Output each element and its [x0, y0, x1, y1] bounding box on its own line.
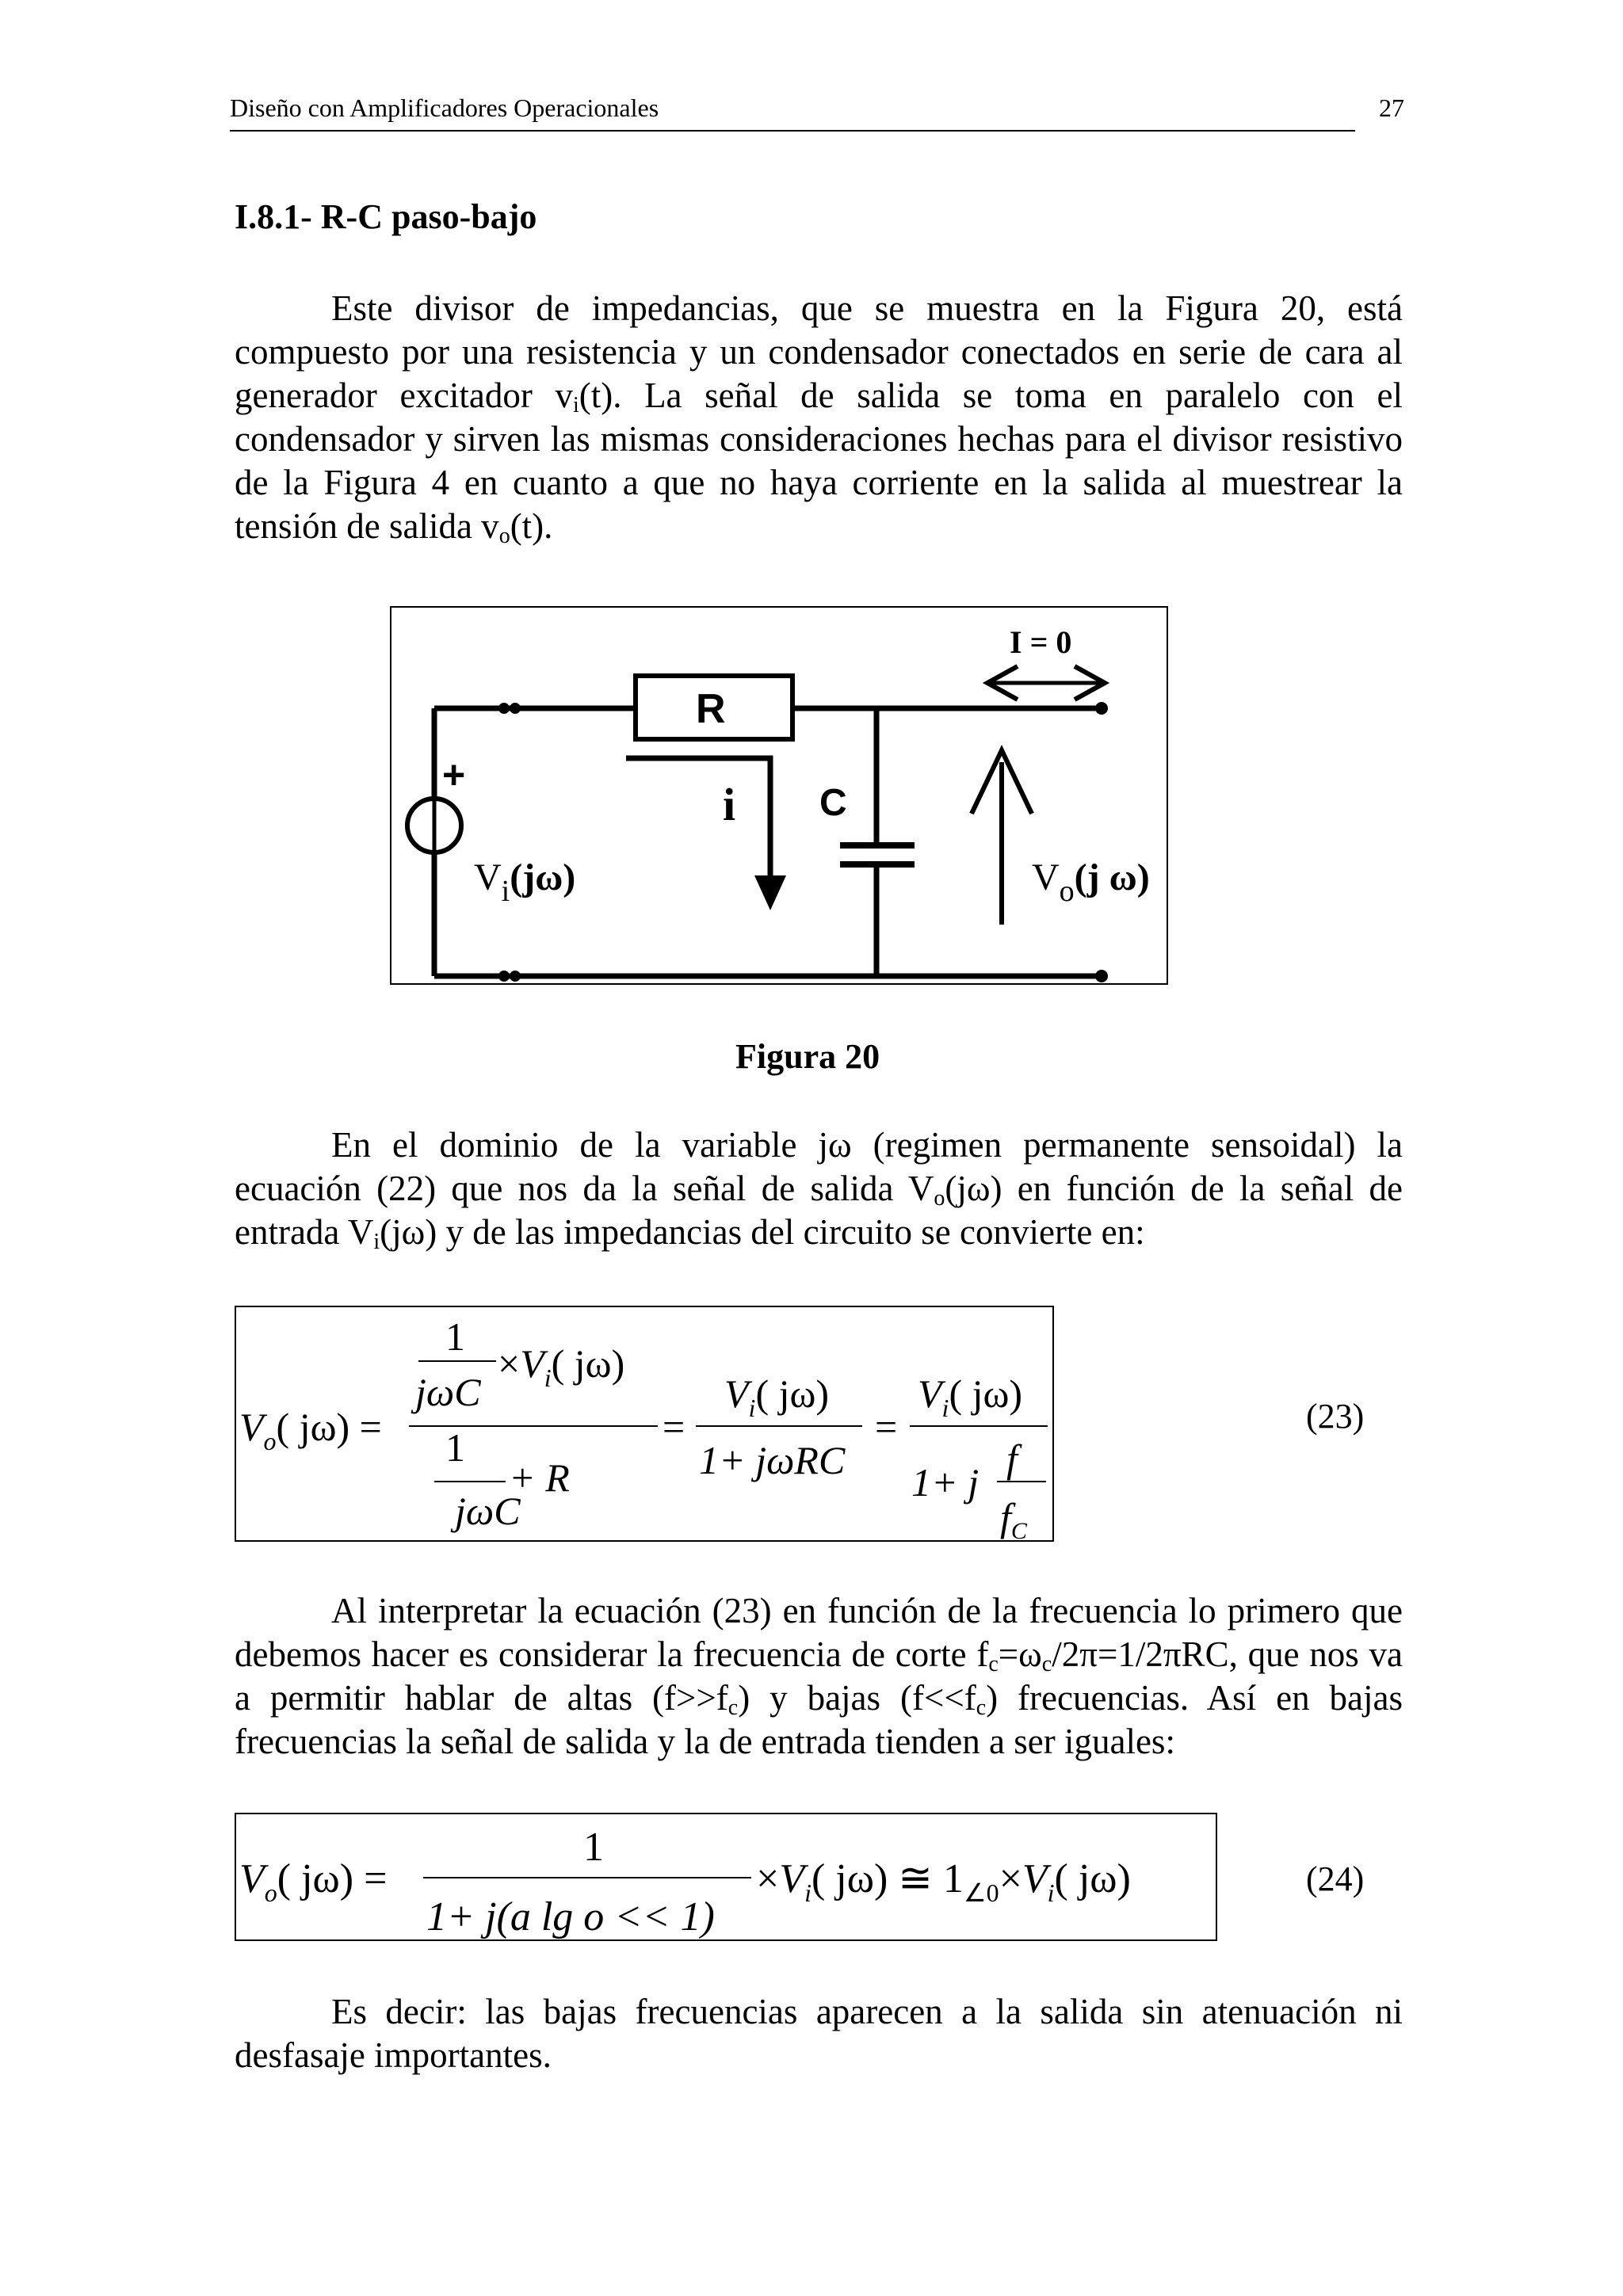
label-plus: + [442, 753, 466, 797]
svg-text:+ R: + R [509, 1455, 570, 1500]
svg-text:Vo( jω) =: $V_o$( jω) = [239, 1856, 388, 1907]
section-title: I.8.1- R-C paso-bajo [235, 197, 537, 236]
equation-23-number: (23) [1306, 1397, 1365, 1436]
running-header [230, 93, 1404, 133]
label-vin: $V_i(j\omega)$ [474, 856, 576, 908]
current-arrow-head [754, 875, 786, 910]
header-title: Diseño con Amplificadores Operacionales [230, 93, 659, 122]
svg-text:f: f [1006, 1436, 1018, 1481]
svg-text:1: 1 [445, 1314, 465, 1359]
svg-text:1: 1 [445, 1425, 465, 1470]
label-zero-current: I = 0 [1010, 624, 1072, 660]
terminal-dot [498, 971, 510, 982]
svg-text:jωC: jωC [415, 1370, 481, 1414]
svg-text:1+ j: 1+ j [911, 1460, 980, 1505]
svg-text:=: = [875, 1405, 898, 1449]
terminal-dot [510, 703, 521, 714]
svg-text:1: 1 [583, 1825, 604, 1870]
terminal-dot [510, 971, 521, 982]
paragraph-cutoff-frequency: Al interpretar la ecuación (23) en función de la frecuencia lo primero que debemos hacer es considerar la frecuencia de corte $f_c=\omega_c/2\pi=1/2\pi RC$, que nos va a permitir hablar de altas $(f>>f_c)$ y bajas $(f<<f_c)$ frecuencias. Así en bajas frecuencias la señal de salida y la de entrada tienden a ser iguales: [235, 1591, 1403, 1761]
svg-text:1+ jωRC: 1+ jωRC [699, 1438, 846, 1482]
label-current: i [723, 779, 736, 830]
svg-text:jωC: jωC [455, 1489, 521, 1533]
figure-caption: Figura 20 [735, 1037, 880, 1076]
label-capacitor: C [819, 782, 847, 824]
paragraph-intro: Este divisor de impedancias, que se muestra en la Figura 20, está compuesto por una resistencia y un condensador conectados en serie de cara al generador excitador $v_i(t)$. La señal de salida se toma en paralelo con el condensador y sirven las mismas consideraciones hechas para el divisor resistivo de la Figura 4 en cuanto a que no haya corriente en la salida al muestrear la tensión de salida $v_o(t)$. [235, 288, 1403, 548]
equation-24-box [235, 1813, 1217, 1941]
svg-text:×Vi( jω) ≅ 1∠0×Vi( jω): $\times V_i$( jω) ≅ $1_{\angle 0}\times V_i$( jω) [756, 1856, 1131, 1907]
output-terminal-bottom [1095, 970, 1108, 982]
label-resistor: R [696, 686, 726, 732]
svg-text:fC: $f_C$ [1000, 1495, 1027, 1543]
rc-circuit-diagram [391, 608, 1170, 986]
svg-text:×Vi( jω): $\times V_i$( jω) [498, 1341, 625, 1392]
label-vout: $V_o(j$ ω) [1032, 856, 1150, 908]
page-number: 27 [1379, 93, 1404, 122]
terminal-dot [498, 703, 510, 714]
svg-text:=: = [663, 1405, 685, 1449]
circuit-figure [390, 606, 1168, 985]
equation-24 [236, 1814, 1219, 1943]
output-terminal-top [1095, 702, 1108, 715]
equation-23-box [235, 1306, 1054, 1542]
svg-text:Vo( jω) =: $V_o$( jω) = [239, 1405, 382, 1455]
header-rule [230, 130, 1355, 132]
paragraph-frequency-domain: En el dominio de la variable jω (regimen permanente sensoidal) la ecuación (22) que nos da la señal de salida $V_o(j\omega)$ en función de la señal de entrada $V_i(j\omega)$ y de las impedancias del circuito se convierte en: [235, 1125, 1403, 1254]
svg-text:Vi( jω): $V_i$( jω) [918, 1371, 1023, 1422]
current-arrow-shaft [626, 758, 770, 885]
paragraph-conclusion: Es decir: las bajas frecuencias aparecen a la salida sin atenuación ni desfasaje importantes. [235, 1992, 1403, 2075]
equation-24-number: (24) [1306, 1859, 1365, 1898]
svg-text:Vi( jω): $V_i$( jω) [724, 1371, 830, 1422]
svg-text:1+ j(a lg o << 1): 1+ j(a lg o << 1) [426, 1894, 715, 1939]
equation-23 [236, 1307, 1056, 1543]
